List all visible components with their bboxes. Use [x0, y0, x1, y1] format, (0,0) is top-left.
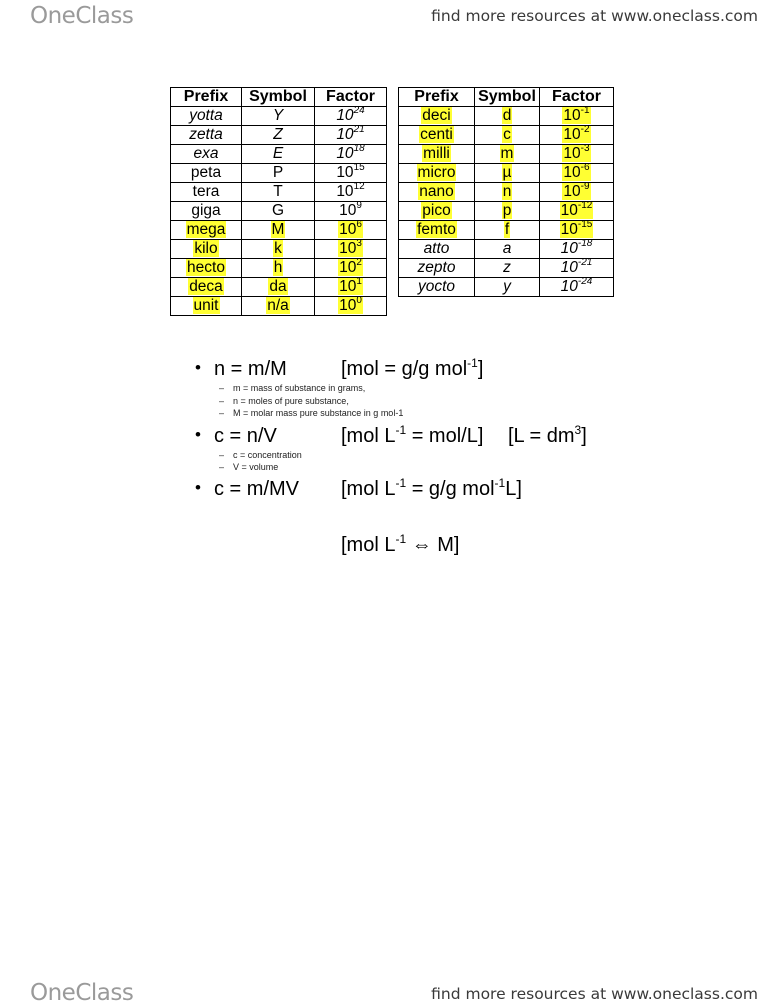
unit-exponent: -1: [494, 476, 506, 490]
unit-text: ]: [581, 425, 587, 447]
factor-base: 10: [336, 164, 354, 181]
factor-value: [561, 278, 593, 295]
factor-cell: [315, 297, 387, 316]
unit-text: [mol L: [341, 425, 396, 447]
note-text: n = moles of pure substance,: [233, 396, 349, 406]
unit-text: [mol L: [341, 478, 396, 500]
symbol-cell-text: n: [502, 183, 512, 200]
prefix-cell-text: femto: [417, 221, 456, 238]
dash: –: [219, 450, 225, 460]
formula-units: [341, 478, 522, 501]
symbol-cell-text: P: [272, 164, 284, 181]
factor-base: 10: [336, 107, 354, 124]
table-row: [171, 240, 387, 259]
note-line: [219, 462, 278, 472]
symbol-cell: [242, 221, 315, 240]
symbol-cell: [475, 126, 540, 145]
prefix-cell-text: micro: [417, 164, 456, 181]
symbol-cell-text: a: [502, 240, 512, 257]
factor-cell: [540, 107, 614, 126]
symbol-cell: [475, 164, 540, 183]
factor-base: 10: [560, 202, 578, 219]
formula-concentration: [195, 425, 277, 448]
note-text: M = molar mass pure substance in g mol-1: [233, 408, 404, 418]
unit-exponent: -1: [467, 356, 478, 370]
factor-cell: [315, 126, 387, 145]
unit-exponent: -1: [395, 532, 407, 546]
prefix-cell: [399, 278, 475, 297]
prefix-cell-text: exa: [193, 145, 219, 162]
symbol-cell-text: k: [274, 240, 282, 257]
table-row: [399, 145, 614, 164]
prefix-cell: [399, 259, 475, 278]
symbol-cell: [242, 202, 315, 221]
prefix-cell-text: centi: [420, 126, 453, 143]
factor-base: 10: [336, 126, 354, 143]
prefix-cell: [171, 164, 242, 183]
note-line: [219, 396, 349, 406]
prefix-cell: [171, 278, 242, 297]
table-row: [399, 278, 614, 297]
note-line: [219, 408, 403, 418]
symbol-cell: [242, 107, 315, 126]
factor-cell: [540, 164, 614, 183]
table-row: [171, 202, 387, 221]
oneclass-logo[interactable]: [30, 3, 133, 29]
prefix-cell: [399, 145, 475, 164]
table-row: [171, 164, 387, 183]
symbol-cell-text: p: [502, 202, 512, 219]
factor-value: [562, 126, 590, 143]
symbol-cell: [475, 183, 540, 202]
unit-exponent: 3: [574, 423, 582, 437]
factor-exponent: 12: [353, 181, 365, 192]
factor-cell: [315, 107, 387, 126]
factor-exponent: 0: [356, 295, 362, 306]
prefix-cell-text: yotta: [189, 107, 223, 124]
factor-base: 10: [563, 145, 581, 162]
factor-cell: [540, 240, 614, 259]
symbol-cell: [242, 259, 315, 278]
factor-exponent: 3: [356, 238, 362, 249]
table-row: [399, 107, 614, 126]
table-row: [399, 164, 614, 183]
table-row: [171, 126, 387, 145]
factor-value: [338, 221, 363, 238]
factor-base: 10: [339, 259, 357, 276]
formula-units-litre: [508, 425, 587, 448]
note-line: [219, 383, 365, 393]
factor-value: [336, 107, 364, 124]
factor-cell: [315, 221, 387, 240]
factor-cell: [540, 202, 614, 221]
prefix-cell-text: milli: [423, 145, 450, 162]
symbol-cell-text: h: [273, 259, 283, 276]
symbol-cell-text: z: [503, 259, 511, 276]
table-header-row: [171, 88, 387, 107]
factor-base: 10: [563, 126, 581, 143]
column-header-factor: Factor: [315, 88, 387, 107]
prefix-cell-text: pico: [422, 202, 451, 219]
formula-equation: c = m/MV: [214, 478, 300, 500]
factor-value: [338, 240, 363, 257]
factor-exponent: -21: [577, 257, 593, 268]
note-text: c = concentration: [233, 450, 302, 460]
factor-value: [336, 183, 364, 200]
symbol-cell-text: d: [502, 107, 512, 124]
factor-cell: [540, 221, 614, 240]
factor-cell: [315, 145, 387, 164]
table-row: [399, 126, 614, 145]
unit-text: ]: [477, 358, 484, 380]
table-row: [171, 278, 387, 297]
factor-exponent: 1: [356, 276, 362, 287]
factor-cell: [315, 240, 387, 259]
prefix-cell-text: tera: [192, 183, 220, 200]
dash: –: [219, 408, 225, 418]
column-header-prefix: Prefix: [171, 88, 242, 107]
symbol-cell-text: n/a: [267, 297, 289, 314]
formula-moles: [195, 358, 287, 381]
symbol-cell: [475, 259, 540, 278]
prefix-cell: [399, 107, 475, 126]
factor-exponent: -2: [580, 124, 590, 135]
table-row: [171, 183, 387, 202]
symbol-cell: [242, 164, 315, 183]
symbol-cell: [242, 240, 315, 259]
dash: –: [219, 396, 225, 406]
formula-molarity-equivalence: [341, 534, 459, 557]
factor-value: [338, 259, 363, 276]
dash: –: [219, 462, 225, 472]
symbol-cell: [242, 126, 315, 145]
table-header-row: [399, 88, 614, 107]
factor-exponent: 6: [356, 219, 362, 230]
prefix-cell-text: zepto: [417, 259, 456, 276]
factor-exponent: 15: [353, 162, 365, 173]
prefix-cell: [171, 240, 242, 259]
symbol-cell: [242, 183, 315, 202]
logo-text: OneClass: [30, 3, 134, 29]
symbol-cell: [475, 145, 540, 164]
factor-exponent: -15: [577, 219, 593, 230]
prefix-cell: [171, 259, 242, 278]
factor-exponent: -1: [580, 105, 590, 116]
prefix-cell: [399, 202, 475, 221]
factor-value: [562, 145, 590, 162]
prefix-cell-text: nano: [419, 183, 454, 200]
factor-value: [562, 164, 590, 181]
symbol-cell: [242, 278, 315, 297]
formula-equation: c = n/V: [214, 425, 277, 447]
symbol-cell-text: y: [503, 278, 511, 295]
promo-link[interactable]: find more resources at www.oneclass.com: [431, 985, 758, 1003]
symbol-cell-text: E: [272, 145, 284, 162]
factor-cell: [540, 126, 614, 145]
factor-cell: [315, 183, 387, 202]
prefix-cell-text: kilo: [194, 240, 218, 257]
table-row: [399, 221, 614, 240]
formula-equation: n = m/M: [214, 358, 287, 380]
factor-exponent: -3: [580, 143, 590, 154]
factor-value: [336, 164, 364, 181]
factor-cell: [540, 183, 614, 202]
prefix-cell: [171, 183, 242, 202]
prefix-cell-text: mega: [186, 221, 226, 238]
factor-base: 10: [560, 240, 578, 257]
promo-link[interactable]: find more resources at www.oneclass.com: [431, 7, 758, 25]
symbol-cell-text: f: [504, 221, 510, 238]
prefix-table-small: [398, 87, 614, 297]
factor-value: [560, 202, 594, 219]
factor-exponent: -18: [577, 238, 593, 249]
factor-exponent: -24: [577, 276, 593, 287]
symbol-cell-text: Y: [272, 107, 284, 124]
factor-cell: [540, 278, 614, 297]
symbol-cell: [242, 145, 315, 164]
unit-text: L]: [505, 478, 522, 500]
prefix-cell-text: hecto: [187, 259, 225, 276]
formula-units: [341, 358, 483, 381]
table-row: [171, 107, 387, 126]
factor-cell: [315, 202, 387, 221]
prefix-cell: [171, 202, 242, 221]
note-text: V = volume: [233, 462, 279, 472]
table-row: [171, 297, 387, 316]
prefix-cell: [171, 221, 242, 240]
prefix-cell-text: unit: [193, 297, 219, 314]
unit-text: = mol/L]: [406, 425, 484, 447]
symbol-cell: [475, 107, 540, 126]
prefix-cell: [399, 221, 475, 240]
symbol-cell-text: Z: [273, 126, 283, 143]
symbol-cell-text: M: [271, 221, 285, 238]
symbol-cell-text: G: [271, 202, 285, 219]
factor-cell: [315, 259, 387, 278]
factor-value: [339, 202, 362, 219]
factor-base: 10: [336, 183, 354, 200]
prefix-cell-text: deci: [422, 107, 451, 124]
factor-exponent: 9: [356, 200, 362, 211]
factor-cell: [540, 145, 614, 164]
prefix-cell: [171, 126, 242, 145]
factor-value: [562, 183, 590, 200]
prefix-cell-text: peta: [190, 164, 222, 181]
prefix-cell: [399, 183, 475, 202]
symbol-cell-text: µ: [502, 164, 512, 181]
factor-base: 10: [339, 202, 357, 219]
factor-value: [561, 240, 593, 257]
factor-value: [338, 297, 363, 314]
prefix-table-large: [170, 87, 387, 316]
table-row: [171, 259, 387, 278]
factor-cell: [315, 278, 387, 297]
symbol-cell: [475, 240, 540, 259]
dash: –: [219, 383, 225, 393]
factor-base: 10: [339, 278, 357, 295]
prefix-cell-text: atto: [423, 240, 450, 257]
factor-base: 10: [339, 240, 357, 257]
column-header-symbol: Symbol: [242, 88, 315, 107]
prefix-cell-text: giga: [191, 202, 221, 219]
factor-value: [560, 221, 594, 238]
factor-cell: [540, 259, 614, 278]
factor-base: 10: [560, 278, 578, 295]
oneclass-logo[interactable]: [30, 980, 133, 1006]
symbol-cell-text: da: [269, 278, 287, 295]
table-row: [399, 183, 614, 202]
factor-exponent: 18: [353, 143, 365, 154]
symbol-cell: [475, 221, 540, 240]
factor-exponent: 24: [353, 105, 365, 116]
factor-cell: [315, 164, 387, 183]
unit-text: [L = dm: [508, 425, 575, 447]
factor-value: [561, 259, 593, 276]
column-header-symbol: Symbol: [475, 88, 540, 107]
prefix-cell: [399, 126, 475, 145]
unit-text: ⇔ M]: [406, 534, 460, 556]
symbol-cell-text: c: [503, 126, 511, 143]
factor-base: 10: [563, 164, 581, 181]
bullet: •: [195, 425, 201, 444]
prefix-cell: [399, 164, 475, 183]
prefix-cell: [399, 240, 475, 259]
factor-exponent: -12: [577, 200, 593, 211]
factor-exponent: 2: [356, 257, 362, 268]
bullet: •: [195, 478, 201, 497]
factor-exponent: 21: [353, 124, 365, 135]
prefix-cell-text: yocto: [417, 278, 456, 295]
column-header-factor: Factor: [540, 88, 614, 107]
unit-text: [mol L: [341, 534, 396, 556]
logo-text: OneClass: [30, 980, 134, 1006]
factor-exponent: -9: [580, 181, 590, 192]
factor-value: [562, 107, 590, 124]
formula-mass-concentration: [195, 478, 300, 501]
symbol-cell: [475, 202, 540, 221]
factor-value: [336, 145, 364, 162]
factor-base: 10: [336, 145, 354, 162]
note-text: m = mass of substance in grams,: [233, 383, 366, 393]
table-row: [171, 221, 387, 240]
symbol-cell: [475, 278, 540, 297]
note-line: [219, 450, 302, 460]
symbol-cell-text: m: [500, 145, 514, 162]
prefix-cell-text: zetta: [189, 126, 223, 143]
factor-base: 10: [560, 221, 578, 238]
unit-exponent: -1: [395, 476, 407, 490]
unit-text: [mol = g/g mol: [341, 358, 468, 380]
table-row: [171, 145, 387, 164]
symbol-cell-text: T: [273, 183, 283, 200]
unit-text: = g/g mol: [406, 478, 495, 500]
formula-units: [341, 425, 483, 448]
factor-value: [336, 126, 364, 143]
table-row: [399, 259, 614, 278]
factor-exponent: -6: [580, 162, 590, 173]
prefix-cell: [171, 107, 242, 126]
prefix-cell: [171, 145, 242, 164]
factor-base: 10: [560, 259, 578, 276]
prefix-cell: [171, 297, 242, 316]
factor-base: 10: [339, 221, 357, 238]
factor-value: [338, 278, 363, 295]
prefix-cell-text: deca: [189, 278, 223, 295]
symbol-cell: [242, 297, 315, 316]
bullet: •: [195, 358, 201, 377]
column-header-prefix: Prefix: [399, 88, 475, 107]
table-row: [399, 202, 614, 221]
unit-exponent: -1: [395, 423, 407, 437]
factor-base: 10: [339, 297, 357, 314]
factor-base: 10: [563, 183, 581, 200]
factor-base: 10: [563, 107, 581, 124]
table-row: [399, 240, 614, 259]
